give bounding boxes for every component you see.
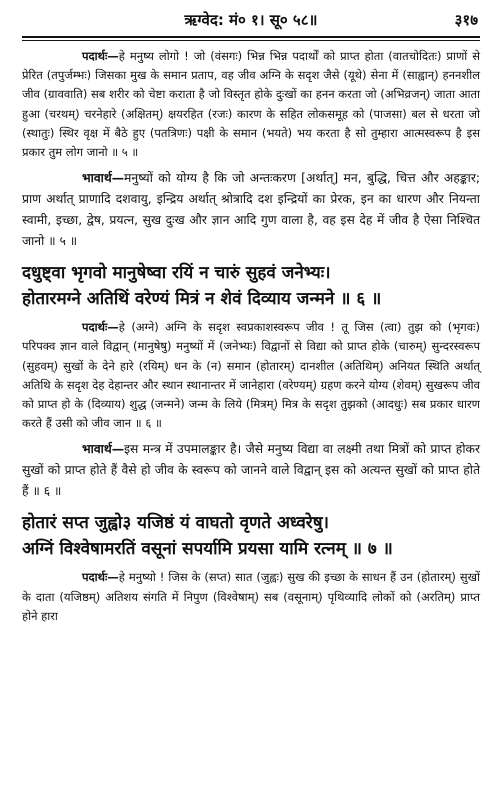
running-title: ऋग्वेद: मं० १। सू० ५८॥ <box>184 11 318 29</box>
padarth-7 <box>22 568 480 626</box>
bhavarth-6 <box>22 439 480 502</box>
header-rule <box>22 36 480 41</box>
bhavarth-label: भावार्थ— <box>82 171 125 186</box>
padarth-label: पदार्थः— <box>82 320 119 335</box>
padarth-5 <box>22 47 480 162</box>
bhavarth-5 <box>22 168 480 252</box>
mantra-7 <box>22 510 480 562</box>
padarth-text: हे मनुष्य लोगो ! जो (वंसगः) भिन्न भिन्न पदार्थों को प्राप्त होता (वातचोदितः) प्राणों से प्रेरित (तपुर्जम्भः) जिसका मुख के समान प्रताप, वह जीव अग्नि के सदृश जैसे (यूथे) सेना में (साह्वान्) हननशील जीव (ग्राववाति) सब शरीर को चेष्टा कराता है जो विस्तृत होके दुःखों का हनन करता जो (अभिव्रजन्) जाता आता हुआ (चरथम्) चरनेहारे (अक्षितम्) क्षयरहित (रजः) कारण के सहित लोकसमूह को (पाजसा) बल से धरता जो (स्थातुः) स्थिर वृक्ष में बैठे हुए (पतत्रिणः) पक्षी के समान (भयते) भय करता है सो तुम्हारा आत्मस्वरूप है इस प्रकार तुम लोग जानो ॥ ५ ॥ <box>22 49 480 160</box>
bhavarth-text: मनुष्यों को योग्य है कि जो अन्तःकरण [अर्थात्] मन, बुद्धि, चित्त और अहङ्कार; प्राण अर्थात् प्राणादि दशवायु, इन्द्रिय अर्थात् श्रोत्रादि दश इन्द्रियों का प्रेरक, इन का धारण और नियन्ता स्वामी, इच्छा, द्वेष, प्रयत्न, सुख दुःख और ज्ञान आदि गुण वाला है, वह इस देह में जीव है ऐसा निश्चित जानो ॥ ५ ॥ <box>22 171 480 249</box>
mantra-line: होतारमग्ने अतिथिं वरेण्यं मित्रं न शेवं दिव्याय जन्मने ॥ ६ ॥ <box>22 289 382 310</box>
mantra-line: होतारं सप्त जुह्वो३ यजिष्ठं यं वाघतो वृणते अध्वरेषु। <box>22 513 330 534</box>
mantra-line: दधुष्ट्वा भृगवो मानुषेष्वा रयिं न चारुं सुहवं जनेभ्यः। <box>22 263 331 284</box>
padarth-6 <box>22 318 480 433</box>
bhavarth-text: इस मन्त्र में उपमालङ्कार है। जैसे मनुष्य विद्या वा लक्ष्मी तथा मित्रों को प्राप्त होकर सुखों को प्राप्त होते हैं वैसे हो जीव के स्वरूप को जानने वाले विद्वान् इस को अत्यन्त सुखों को प्राप्त होते हैं ॥ ६ ॥ <box>22 442 480 499</box>
bhavarth-label: भावार्थ— <box>82 442 125 457</box>
mantra-line: अग्निं विश्वेषामरतिं वसूनां सपर्यामि प्रयसा यामि रत्नम् ॥ ७ ॥ <box>22 539 393 560</box>
padarth-text: हे (अग्ने) अग्नि के सदृश स्वप्रकाशस्वरूप जीव ! तू जिस (त्वा) तुझ को (भृगवः) परिपक्व ज्ञान वाले विद्वान् (मानुषेषु) मनुष्यों में (जनेभ्यः) विद्वानों से विद्या को प्राप्त होके (चारुम्) सुन्दरस्वरूप (सुहवम्) सुखों के देने हारे (रयिम्) धन के (न) समान (होतारम्) दानशील (अतिथिम्) अनियत स्थिति अर्थात् अतिथि के सदृश देह देहान्तर और स्थान स्थानान्तर में जानेहारा (वरेण्यम्) ग्रहण करने योग्य (शेवम्) सुखरूप जीव को प्राप्त हो के (दिव्याय) शुद्ध (जन्मने) जन्म के लिये (मित्रम्) मित्र के सदृश तुझको (आदधुः) सब प्रकार धारण करते हैं उसी को जीव जान ॥ ६ ॥ <box>22 320 480 431</box>
padarth-text: हे मनुष्यो ! जिस के (सप्त) सात (जुह्वः) सुख की इच्छा के साधन हैं उन (होतारम्) सुखों के दाता (यजिष्ठम्) अतिशय संगति में निपुण (विश्वेषाम्) सब (वसूनाम्) पृथिव्यादि लोकों को (अरतिम्) प्राप्त होने हारा <box>22 570 480 623</box>
padarth-label: पदार्थः— <box>82 570 119 585</box>
page-header <box>22 6 480 32</box>
mantra-6 <box>22 260 480 312</box>
page-number: ३१७ <box>454 11 478 29</box>
padarth-label: पदार्थः— <box>82 49 119 63</box>
